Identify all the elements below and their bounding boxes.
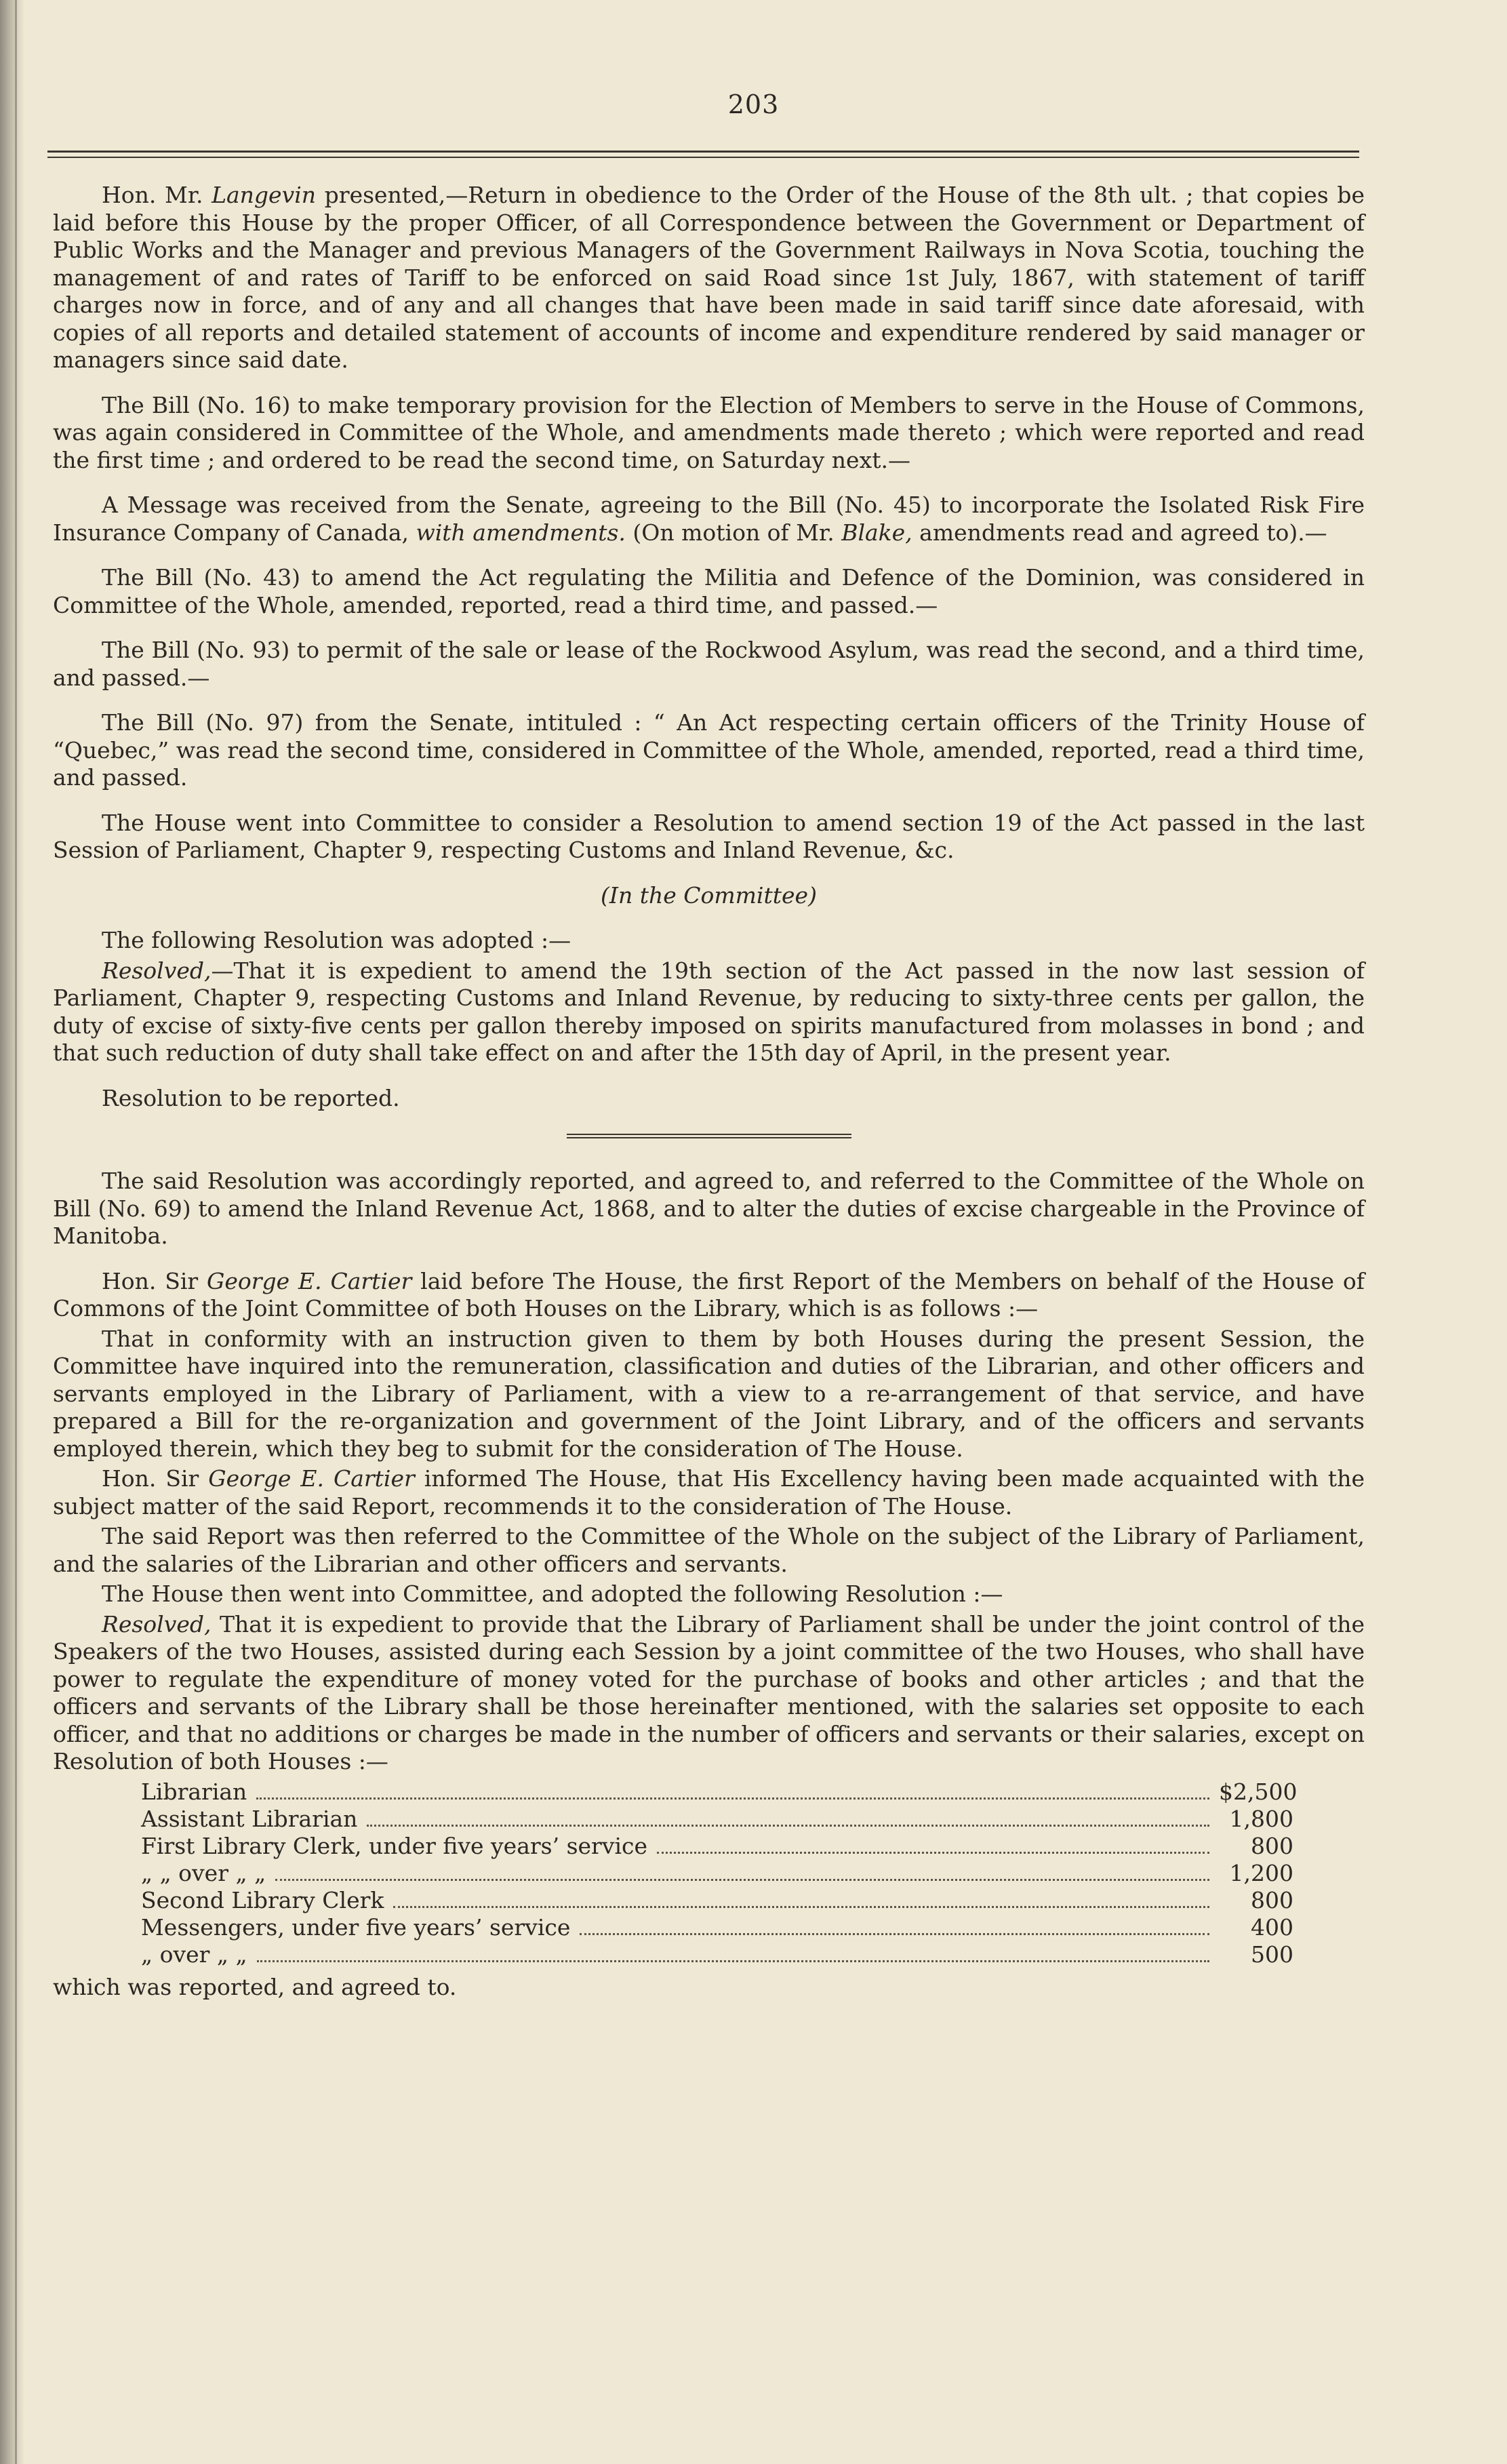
journal-body	[53, 182, 1365, 2019]
paragraph-committee-resolution: The House went into Committee to consider a Resolution to amend section 19 of the Act passed in the last Session of Parliament, Chapter 9, respecting Customs and Inland Revenue, &c.	[53, 809, 1365, 863]
member-name: George E. Cartier	[208, 1465, 415, 1492]
leader-dots	[657, 1851, 1209, 1854]
salary-amount: 1,200	[1229, 1859, 1293, 1886]
page-binding-line	[15, 0, 17, 2464]
leader-dots	[257, 1960, 1209, 1962]
salary-row	[53, 1887, 1365, 1914]
salary-amount: $2,500	[1219, 1778, 1298, 1805]
salary-position: Messengers, under five years’ service	[141, 1913, 571, 1941]
section-divider-rule	[567, 1134, 851, 1139]
paragraph-report-referred: The said Report was then referred to the Committee of the Whole on the subject of the Library of Parliament, and the salaries of the Librarian and other officers and servants.	[53, 1523, 1365, 1577]
salary-row	[53, 1941, 1365, 1968]
salary-position: Librarian	[141, 1778, 247, 1805]
salary-row	[53, 1779, 1365, 1806]
paragraph-closing: which was reported, and agreed to.	[53, 1973, 457, 2000]
paragraph-resolution-reported: Resolution to be reported.	[102, 1084, 400, 1111]
salary-schedule	[53, 1779, 1365, 1968]
page-number: 203	[727, 90, 780, 119]
paragraph-senate-message: A Message was received from the Senate, agreeing to the Bill (No. 45) to incorporate the Isolated Risk Fire Insurance Company of Canada, with amendments. (On motion of Mr. Blake, amendments read and agreed to).—	[53, 492, 1365, 546]
paragraph-bill-43: The Bill (No. 43) to amend the Act regulating the Militia and Defence of the Dominion, was considered in Committee of the Whole, amended, reported, read a third time, and passed.—	[53, 564, 1365, 618]
member-name: Blake,	[841, 519, 912, 546]
paragraph-cartier-informed: Hon. Sir George E. Cartier informed The House, that His Excellency having been made acquainted with the subject matter of the said Report, recommends it to the consideration of The House.	[53, 1465, 1365, 1519]
paragraph-resolution-adopted: The following Resolution was adopted :—	[102, 927, 571, 953]
salary-amount: 1,800	[1229, 1805, 1293, 1832]
paragraph-cartier-report: Hon. Sir George E. Cartier laid before The House, the first Report of the Members on behalf of the House of Commons of the Joint Committee of both Houses on the Library, which is as follows :—	[53, 1267, 1365, 1322]
salary-position: Second Library Clerk	[141, 1886, 384, 1913]
paragraph-resolution-referred: The said Resolution was accordingly reported, and agreed to, and referred to the Committee of the Whole on Bill (No. 69) to amend the Inland Revenue Act, 1868, and to alter the duties of excise chargeable in the Province of Manitoba.	[53, 1168, 1365, 1249]
salary-amount: 500	[1251, 1941, 1293, 1968]
paragraph-resolved-duty: Resolved,—That it is expedient to amend the 19th section of the Act passed in the now last session of Parliament, Chapter 9, respecting Customs and Inland Revenue, by reducing to sixty-three cents per gallon, the duty of excise of sixty-five cents per gallon thereby imposed on spirits manufactured from molasses in bond ; and that such reduction of duty shall take effect on and after the 15th day of April, in the present year.	[53, 957, 1365, 1066]
salary-position: First Library Clerk, under five years’ service	[141, 1832, 648, 1859]
leader-dots	[256, 1797, 1209, 1800]
salary-amount: 400	[1251, 1913, 1293, 1941]
salary-row	[53, 1914, 1365, 1941]
paragraph-resolved-library: Resolved, That it is expedient to provide that the Library of Parliament shall be under the joint control of the Speakers of the two Houses, assisted during each Session by a joint committee of the two Houses, who shall have power to regulate the expenditure of money voted for the purchase of books and other articles ; and that the officers and servants of the Library shall be those hereinafter mentioned, with the salaries set opposite to each officer, and that no additions or charges be made in the number of officers and servants or their salaries, except on Resolution of both Houses :—	[53, 1610, 1365, 1774]
salary-row	[53, 1833, 1365, 1860]
header-double-rule	[47, 151, 1359, 163]
paragraph-bill-97: The Bill (No. 97) from the Senate, intituled : “ An Act respecting certain officers of the Trinity House of “Quebec,” was read the second time, considered in Committee of the Whole, amended, reported, read a third time, and passed.	[53, 709, 1365, 791]
member-name: George E. Cartier	[207, 1267, 412, 1294]
paragraph-house-committee: The House then went into Committee, and adopted the following Resolution :—	[102, 1581, 1003, 1607]
member-name: Langevin	[212, 182, 317, 208]
page-binding-edge	[0, 0, 24, 2464]
paragraph-bill-16: The Bill (No. 16) to make temporary provision for the Election of Members to serve in the House of Commons, was again considered in Committee of the Whole, and amendments made thereto ; which were reported and read the first time ; and ordered to be read the second time, on Saturday next.—	[53, 391, 1365, 473]
salary-amount: 800	[1251, 1832, 1293, 1859]
salary-amount: 800	[1251, 1886, 1293, 1913]
salary-row	[53, 1860, 1365, 1887]
salary-position: „ over „ „	[141, 1941, 247, 1968]
paragraph-langevin-return: Hon. Mr. Langevin presented,—Return in obedience to the Order of the House of the 8th ult. ; that copies be laid before this House by the proper Officer, of all Correspondence between the Government or Department of Public Works and the Manager and previous Managers of the Government Railways in Nova Scotia, touching the management of and rates of Tariff to be enforced on said Road since 1st July, 1867, with statement of tariff charges now in force, and of any and all changes that have been made in said tariff since date aforesaid, with copies of all reports and detailed statement of accounts of income and expenditure rendered by said manager or managers since said date.	[53, 182, 1365, 373]
leader-dots	[580, 1932, 1209, 1935]
paragraph-bill-93: The Bill (No. 93) to permit of the sale or lease of the Rockwood Asylum, was read the second, and a third time, and passed.—	[53, 637, 1365, 691]
salary-row	[53, 1806, 1365, 1833]
leader-dots	[393, 1905, 1209, 1908]
salary-position: „ „ over „ „	[141, 1859, 266, 1886]
committee-heading: (In the Committee)	[601, 881, 817, 909]
leader-dots	[275, 1878, 1209, 1881]
paragraph-library-conformity: That in conformity with an instruction given to them by both Houses during the present Session, the Committee have inquired into the remuneration, classification and duties of the Librarian, and other officers and servants employed in the Library of Parliament, with a view to a re-arrangement of that service, and have prepared a Bill for the re-organization and government of the Joint Library, and of the officers and servants employed therein, which they beg to submit for the consideration of The House.	[53, 1325, 1365, 1462]
salary-position: Assistant Librarian	[141, 1805, 358, 1832]
leader-dots	[367, 1824, 1209, 1827]
